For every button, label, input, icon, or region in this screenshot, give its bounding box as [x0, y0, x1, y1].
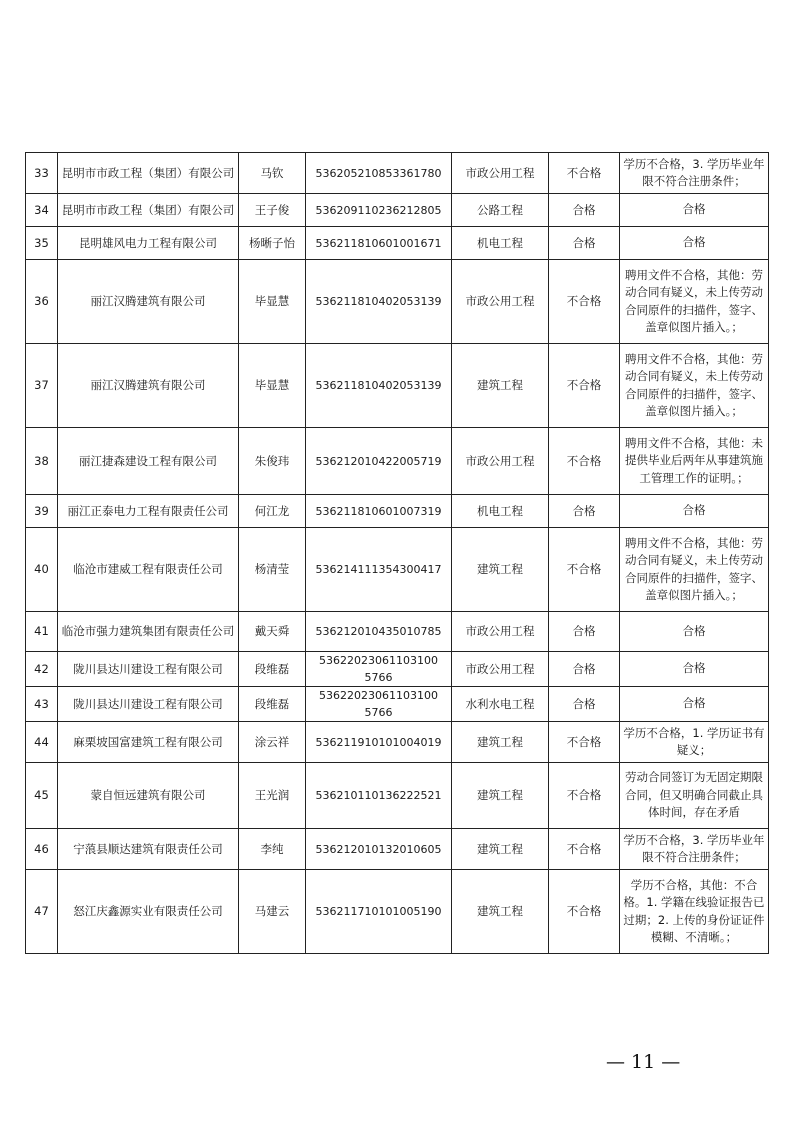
- row-number-cell: 39: [26, 495, 58, 528]
- row-number-cell: 47: [26, 870, 58, 954]
- result-cell: 合格: [549, 495, 620, 528]
- certificate-number-cell: 536211810601001671: [306, 227, 452, 260]
- company-name-cell: 怒江庆鑫源实业有限责任公司: [58, 870, 239, 954]
- result-cell: 不合格: [549, 260, 620, 344]
- row-number-cell: 33: [26, 153, 58, 194]
- table-row: [26, 870, 769, 954]
- specialty-cell: 机电工程: [452, 495, 549, 528]
- person-name-cell: 杨清莹: [239, 528, 306, 612]
- row-number-cell: 34: [26, 194, 58, 227]
- remarks-cell: 合格: [620, 495, 769, 528]
- remarks-cell: 合格: [620, 652, 769, 687]
- row-number-cell: 35: [26, 227, 58, 260]
- table-row: [26, 260, 769, 344]
- company-name-cell: 昆明雄风电力工程有限公司: [58, 227, 239, 260]
- specialty-cell: 建筑工程: [452, 763, 549, 829]
- remarks-cell: 学历不合格，3. 学历毕业年限不符合注册条件；: [620, 153, 769, 194]
- specialty-cell: 建筑工程: [452, 528, 549, 612]
- person-name-cell: 毕显慧: [239, 260, 306, 344]
- remarks-cell: 聘用文件不合格，其他：劳动合同有疑义，未上传劳动合同原件的扫描件，签字、盖章似图片插入。；: [620, 260, 769, 344]
- remarks-cell: 合格: [620, 687, 769, 722]
- row-number-cell: 43: [26, 687, 58, 722]
- result-cell: 不合格: [549, 428, 620, 495]
- table-row: [26, 612, 769, 652]
- certificate-number-cell: 53622023061103100 5766: [306, 687, 452, 722]
- specialty-cell: 水利水电工程: [452, 687, 549, 722]
- table-row: [26, 495, 769, 528]
- certificate-number-cell: 536211810402053139: [306, 260, 452, 344]
- certificate-number-cell: 536214111354300417: [306, 528, 452, 612]
- company-name-cell: 丽江汉腾建筑有限公司: [58, 260, 239, 344]
- person-name-cell: 戴天舜: [239, 612, 306, 652]
- person-name-cell: 杨晰子怡: [239, 227, 306, 260]
- results-table-body: [26, 153, 769, 954]
- row-number-cell: 46: [26, 829, 58, 870]
- certificate-number-cell: 536212010422005719: [306, 428, 452, 495]
- certificate-number-cell: 536205210853361780: [306, 153, 452, 194]
- table-row: [26, 428, 769, 495]
- person-name-cell: 马钦: [239, 153, 306, 194]
- table-row: [26, 722, 769, 763]
- remarks-cell: 聘用文件不合格，其他：未提供毕业后两年从事建筑施工管理工作的证明。；: [620, 428, 769, 495]
- result-cell: 不合格: [549, 829, 620, 870]
- result-cell: 不合格: [549, 870, 620, 954]
- table-row: [26, 227, 769, 260]
- person-name-cell: 马建云: [239, 870, 306, 954]
- result-cell: 合格: [549, 687, 620, 722]
- specialty-cell: 建筑工程: [452, 870, 549, 954]
- row-number-cell: 41: [26, 612, 58, 652]
- specialty-cell: 机电工程: [452, 227, 549, 260]
- certificate-number-cell: 536212010132010605: [306, 829, 452, 870]
- table-row: [26, 829, 769, 870]
- certificate-number-cell: 536209110236212805: [306, 194, 452, 227]
- person-name-cell: 段维磊: [239, 687, 306, 722]
- specialty-cell: 市政公用工程: [452, 153, 549, 194]
- specialty-cell: 公路工程: [452, 194, 549, 227]
- page-number: — 11 —: [606, 1051, 681, 1073]
- company-name-cell: 昆明市市政工程（集团）有限公司: [58, 194, 239, 227]
- result-cell: 不合格: [549, 528, 620, 612]
- result-cell: 合格: [549, 652, 620, 687]
- person-name-cell: 李纯: [239, 829, 306, 870]
- remarks-cell: 聘用文件不合格，其他：劳动合同有疑义，未上传劳动合同原件的扫描件，签字、盖章似图片插入。；: [620, 344, 769, 428]
- row-number-cell: 37: [26, 344, 58, 428]
- certificate-number-cell: 53622023061103100 5766: [306, 652, 452, 687]
- result-cell: 合格: [549, 194, 620, 227]
- row-number-cell: 38: [26, 428, 58, 495]
- table-row: [26, 687, 769, 722]
- remarks-cell: 学历不合格，1. 学历证书有疑义；: [620, 722, 769, 763]
- remarks-cell: 学历不合格，其他：不合格。1. 学籍在线验证报告已过期；2. 上传的身份证证件模糊、不清晰。；: [620, 870, 769, 954]
- row-number-cell: 42: [26, 652, 58, 687]
- specialty-cell: 市政公用工程: [452, 612, 549, 652]
- result-cell: 合格: [549, 227, 620, 260]
- result-cell: 合格: [549, 612, 620, 652]
- person-name-cell: 毕显慧: [239, 344, 306, 428]
- company-name-cell: 蒙自恒远建筑有限公司: [58, 763, 239, 829]
- specialty-cell: 建筑工程: [452, 344, 549, 428]
- result-cell: 不合格: [549, 763, 620, 829]
- table-row: [26, 344, 769, 428]
- row-number-cell: 44: [26, 722, 58, 763]
- remarks-cell: 学历不合格，3. 学历毕业年限不符合注册条件；: [620, 829, 769, 870]
- certificate-number-cell: 536211710101005190: [306, 870, 452, 954]
- result-cell: 不合格: [549, 344, 620, 428]
- certificate-number-cell: 536211910101004019: [306, 722, 452, 763]
- person-name-cell: 段维磊: [239, 652, 306, 687]
- row-number-cell: 36: [26, 260, 58, 344]
- remarks-cell: 合格: [620, 612, 769, 652]
- remarks-cell: 劳动合同签订为无固定期限合同，但又明确合同截止具体时间，存在矛盾: [620, 763, 769, 829]
- table-row: [26, 528, 769, 612]
- person-name-cell: 王光润: [239, 763, 306, 829]
- person-name-cell: 朱俊玮: [239, 428, 306, 495]
- specialty-cell: 市政公用工程: [452, 260, 549, 344]
- result-cell: 不合格: [549, 153, 620, 194]
- table-row: [26, 194, 769, 227]
- company-name-cell: 昆明市市政工程（集团）有限公司: [58, 153, 239, 194]
- remarks-cell: 聘用文件不合格，其他：劳动合同有疑义，未上传劳动合同原件的扫描件，签字、盖章似图片插入。；: [620, 528, 769, 612]
- company-name-cell: 丽江汉腾建筑有限公司: [58, 344, 239, 428]
- table-row: [26, 652, 769, 687]
- table-row: [26, 153, 769, 194]
- certificate-number-cell: 536212010435010785: [306, 612, 452, 652]
- specialty-cell: 市政公用工程: [452, 652, 549, 687]
- company-name-cell: 宁蒗县顺达建筑有限责任公司: [58, 829, 239, 870]
- person-name-cell: 涂云祥: [239, 722, 306, 763]
- certificate-number-cell: 536211810601007319: [306, 495, 452, 528]
- table-row: [26, 763, 769, 829]
- specialty-cell: 建筑工程: [452, 829, 549, 870]
- company-name-cell: 临沧市建威工程有限责任公司: [58, 528, 239, 612]
- company-name-cell: 陇川县达川建设工程有限公司: [58, 687, 239, 722]
- row-number-cell: 45: [26, 763, 58, 829]
- specialty-cell: 市政公用工程: [452, 428, 549, 495]
- certificate-number-cell: 536210110136222521: [306, 763, 452, 829]
- result-cell: 不合格: [549, 722, 620, 763]
- results-table: [25, 152, 769, 954]
- company-name-cell: 陇川县达川建设工程有限公司: [58, 652, 239, 687]
- remarks-cell: 合格: [620, 227, 769, 260]
- remarks-cell: 合格: [620, 194, 769, 227]
- certificate-number-cell: 536211810402053139: [306, 344, 452, 428]
- specialty-cell: 建筑工程: [452, 722, 549, 763]
- row-number-cell: 40: [26, 528, 58, 612]
- person-name-cell: 何江龙: [239, 495, 306, 528]
- company-name-cell: 丽江正泰电力工程有限责任公司: [58, 495, 239, 528]
- company-name-cell: 丽江捷森建设工程有限公司: [58, 428, 239, 495]
- company-name-cell: 麻栗坡国富建筑工程有限公司: [58, 722, 239, 763]
- person-name-cell: 王子俊: [239, 194, 306, 227]
- company-name-cell: 临沧市强力建筑集团有限责任公司: [58, 612, 239, 652]
